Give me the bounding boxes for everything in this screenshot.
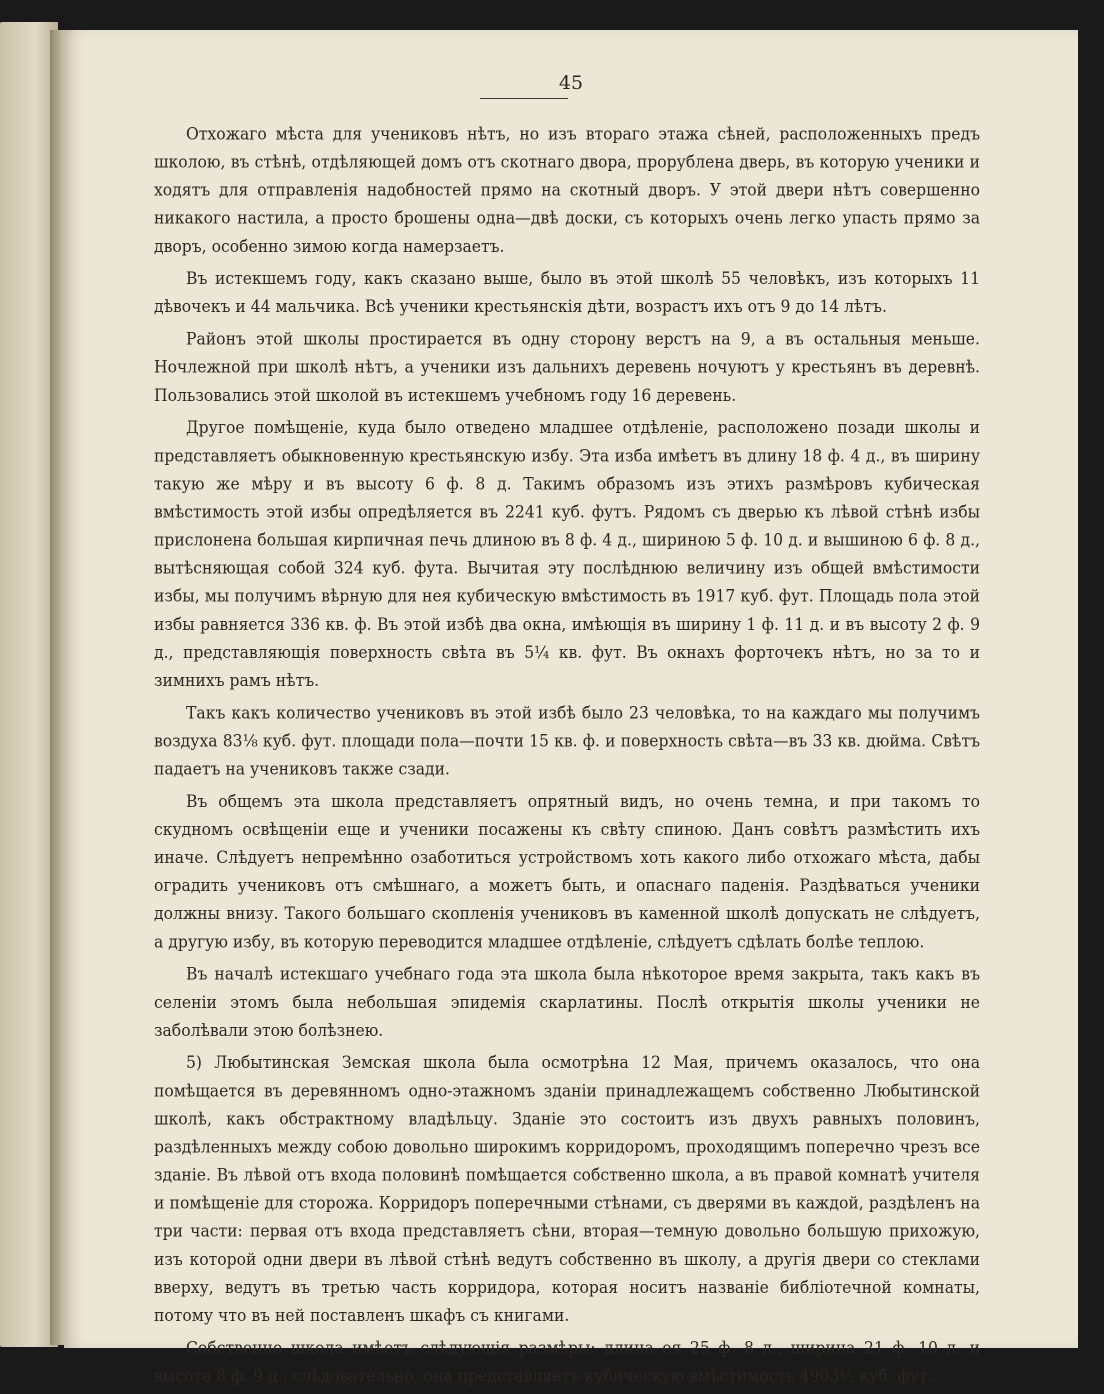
book-page [64, 30, 1078, 1386]
paragraph: Въ началѣ истекшаго учебнаго года эта школа была нѣкоторое время закрыта, такъ какъ въ селеніи этомъ была небольшая эпидемія скарлатины. Послѣ открытія школы ученики не заболѣвали этою болѣзнею. [154, 964, 980, 1041]
page-number: 45 [558, 72, 584, 94]
paragraph: Собственно школа имѣетъ слѣдующія размѣры: длина ея 25 ф. 8 д., ширина 21 ф. 10 д. и высота 8 ф. 9 д., слѣдовательно, она представляетъ кубическую вмѣстимость 4903½ куб. фут., [154, 1338, 980, 1386]
paragraph: Въ общемъ эта школа представляетъ опрятный видъ, но очень темна, и при такомъ то скудномъ освѣщеніи еще и ученики посажены къ свѣту спиною. Данъ совѣтъ размѣстить ихъ иначе. Слѣдуетъ непремѣнно озаботиться устройствомъ хоть какого либо отхожаго мѣста, дабы оградить учениковъ отъ смѣшнаго, а можетъ быть, и опаснаго паденія. Раздѣваться ученики должны внизу. Такого большаго скопленія учениковъ въ каменной школѣ допускать не слѣдуетъ, а другую избу, въ которую переводится младшее отдѣленіе, слѣдуетъ сдѣлать болѣе теплою. [154, 791, 980, 952]
paragraph: Отхожаго мѣста для учениковъ нѣтъ, но изъ втораго этажа сѣней, расположенныхъ предъ школою, въ стѣнѣ, отдѣляющей домъ отъ скотнаго двора, прорублена дверь, въ которую ученики и ходятъ для отправленія надобностей прямо на скотный дворъ. У этой двери нѣтъ совершенно никакого настила, а просто брошены одна—двѣ доски, съ которыхъ очень легко упасть прямо за дворъ, особенно зимою когда намерзаетъ. [154, 124, 980, 257]
paragraph: 5) Любытинская Земская школа была осмотрѣна 12 Мая, причемъ оказалось, что она помѣщается въ деревянномъ одно-этажномъ зданіи принадлежащемъ собственно Любытинской школѣ, какъ обстрактному владѣльцу. Зданіе это состоитъ изъ двухъ равныхъ половинъ, раздѣленныхъ между собою довольно широкимъ корридоромъ, проходящимъ поперечно чрезъ все зданіе. Въ лѣвой отъ входа половинѣ помѣщается собственно школа, а въ правой комнатѣ учителя и помѣщеніе для сторожа. Корридоръ поперечными стѣнами, съ дверями въ каждой, раздѣленъ на три части: первая отъ входа представляетъ сѣни, вторая—темную довольно большую прихожую, изъ которой одни двери въ лѣвой стѣнѣ ведутъ собственно въ школу, а другія двери со стеклами вверху, ведутъ въ третью часть корридора, которая носитъ названіе библіотечной комнаты, потому что въ ней поставленъ шкафъ съ книгами. [154, 1053, 980, 1326]
paragraph: Другое помѣщеніе, куда было отведено младшее отдѣленіе, расположено позади школы и представляетъ обыкновенную крестьянскую избу. Эта изба имѣетъ въ длину 18 ф. 4 д., въ ширину такую же мѣру и въ высоту 6 ф. 8 д. Такимъ образомъ изъ этихъ размѣровъ кубическая вмѣстимость этой избы опредѣляется въ 2241 куб. футъ. Рядомъ съ дверью къ лѣвой стѣнѣ избы прислонена большая кирпичная печь длиною въ 8 ф. 4 д., шириною 5 ф. 10 д. и вышиною 6 ф. 8 д., вытѣсняющая собой 324 куб. фута. Вычитая эту послѣднюю величину изъ общей вмѣстимости избы, мы получимъ вѣрную для нея кубическую вмѣстимость въ 1917 куб. фут. Площадь пола этой избы равняется 336 кв. ф. Въ этой избѣ два окна, имѣющія въ ширину 1 ф. 11 д. и въ высоту 2 ф. 9 д., представляющія поверхность свѣта въ 5¼ кв. фут. Въ окнахъ форточекъ нѣтъ, но за то и зимнихъ рамъ нѣтъ. [154, 418, 980, 691]
paragraph: Въ истекшемъ году, какъ сказано выше, было въ этой школѣ 55 человѣкъ, изъ которыхъ 11 дѣвочекъ и 44 мальчика. Всѣ ученики крестьянскія дѣти, возрастъ ихъ отъ 9 до 14 лѣтъ. [154, 269, 980, 317]
page-number-rule [480, 98, 568, 99]
paragraph: Районъ этой школы простирается въ одну сторону верстъ на 9, а въ остальныя меньше. Ночлежной при школѣ нѣтъ, а ученики изъ дальнихъ деревень ночуютъ у крестьянъ въ деревнѣ. Пользовались этой школой въ истекшемъ учебномъ году 16 деревень. [154, 329, 980, 406]
paragraph: Такъ какъ количество учениковъ въ этой избѣ было 23 человѣка, то на каждаго мы получимъ воздуха 83⅛ куб. фут. площади пола—почти 15 кв. ф. и поверхность свѣта—въ 33 кв. дюйма. Свѣтъ падаетъ на учениковъ также сзади. [154, 703, 980, 779]
page-body [154, 120, 980, 1394]
